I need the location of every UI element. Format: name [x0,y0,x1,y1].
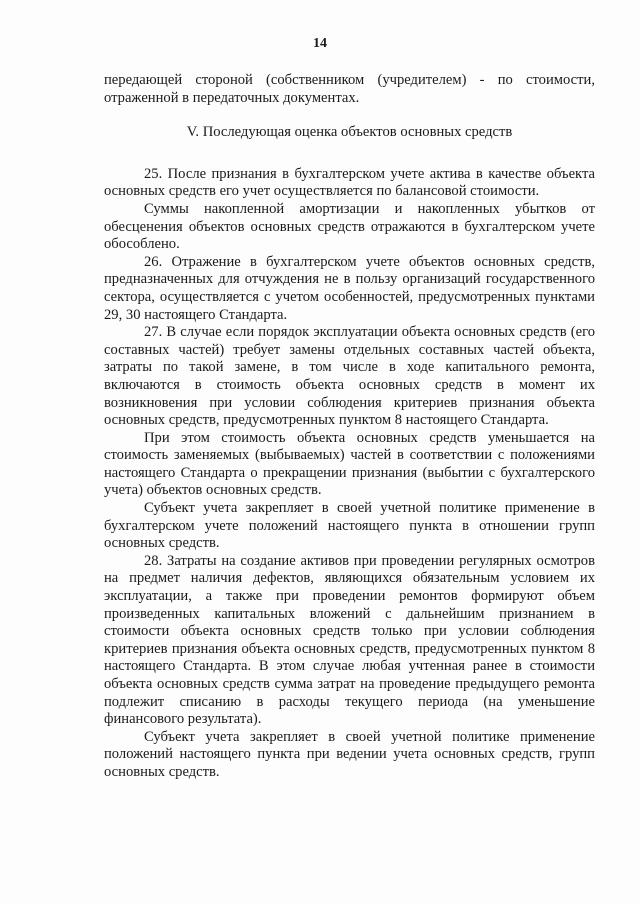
paragraph-25: 25. После признания в бухгалтерском учете актива в качестве объекта основных средств его учет осуществляется по балансовой стоимости. [104,165,595,200]
intro-paragraph: передающей стороной (собственником (учредителем) - по стоимости, отраженной в передаточных документах. [104,72,595,106]
paragraph-27-policy: Субъект учета закрепляет в своей учетной политике применение в бухгалтерском учете положений настоящего пункта в отношении групп основных средств. [104,500,595,552]
document-body [104,72,595,782]
section-heading: V. Последующая оценка объектов основных средств [186,124,513,141]
page-number: 14 [313,36,327,51]
paragraph-28: 28. Затраты на создание активов при проведении регулярных осмотров на предмет наличия дефектов, являющихся обязательным условием их эксплуатации, а также при проведении ремонтов формируют объем произведенных капитальных вложений с дальнейшим признанием в стоимости объекта основных средств только при условии соблюдения критериев признания объекта основных средств, предусмотренных пунктом 8 настоящего Стандарта. В этом случае любая учтенная ранее в стоимости объекта основных средств сумма затрат на проведение предыдущего ремонта подлежит списанию в расходы текущего периода (на уменьшение финансового результата). [104,552,595,728]
paragraph-28-policy: Субъект учета закрепляет в своей учетной политике применение положений настоящего пункта при ведении учета основных средств, групп основных средств. [104,728,595,780]
paragraph-26: 26. Отражение в бухгалтерском учете объектов основных средств, предназначенных для отчуждения не в пользу организаций государственного сектора, осуществляется с учетом особенностей, предусмотренных пунктами 29, 30 настоящего Стандарта. [104,253,595,323]
paragraph-27: 27. В случае если порядок эксплуатации объекта основных средств (его составных частей) требует замены отдельных составных частей объекта, затраты по такой замене, в том числе в ходе капитального ремонта, включаются в стоимость объекта основных средств в момент их возникновения при условии соблюдения критериев признания объекта основных средств, предусмотренных пунктом 8 настоящего Стандарта. [104,324,595,429]
paragraph-25-amortization: Суммы накопленной амортизации и накопленных убытков от обесценения объектов основных средств отражаются в бухгалтерском учете обособлено. [104,200,595,253]
paragraph-27-cost-reduction: При этом стоимость объекта основных средств уменьшается на стоимость заменяемых (выбываемых) частей в соответствии с положениями настоящего Стандарта о прекращении признания (выбытии с бухгалтерского учета) объектов основных средств. [104,429,595,499]
